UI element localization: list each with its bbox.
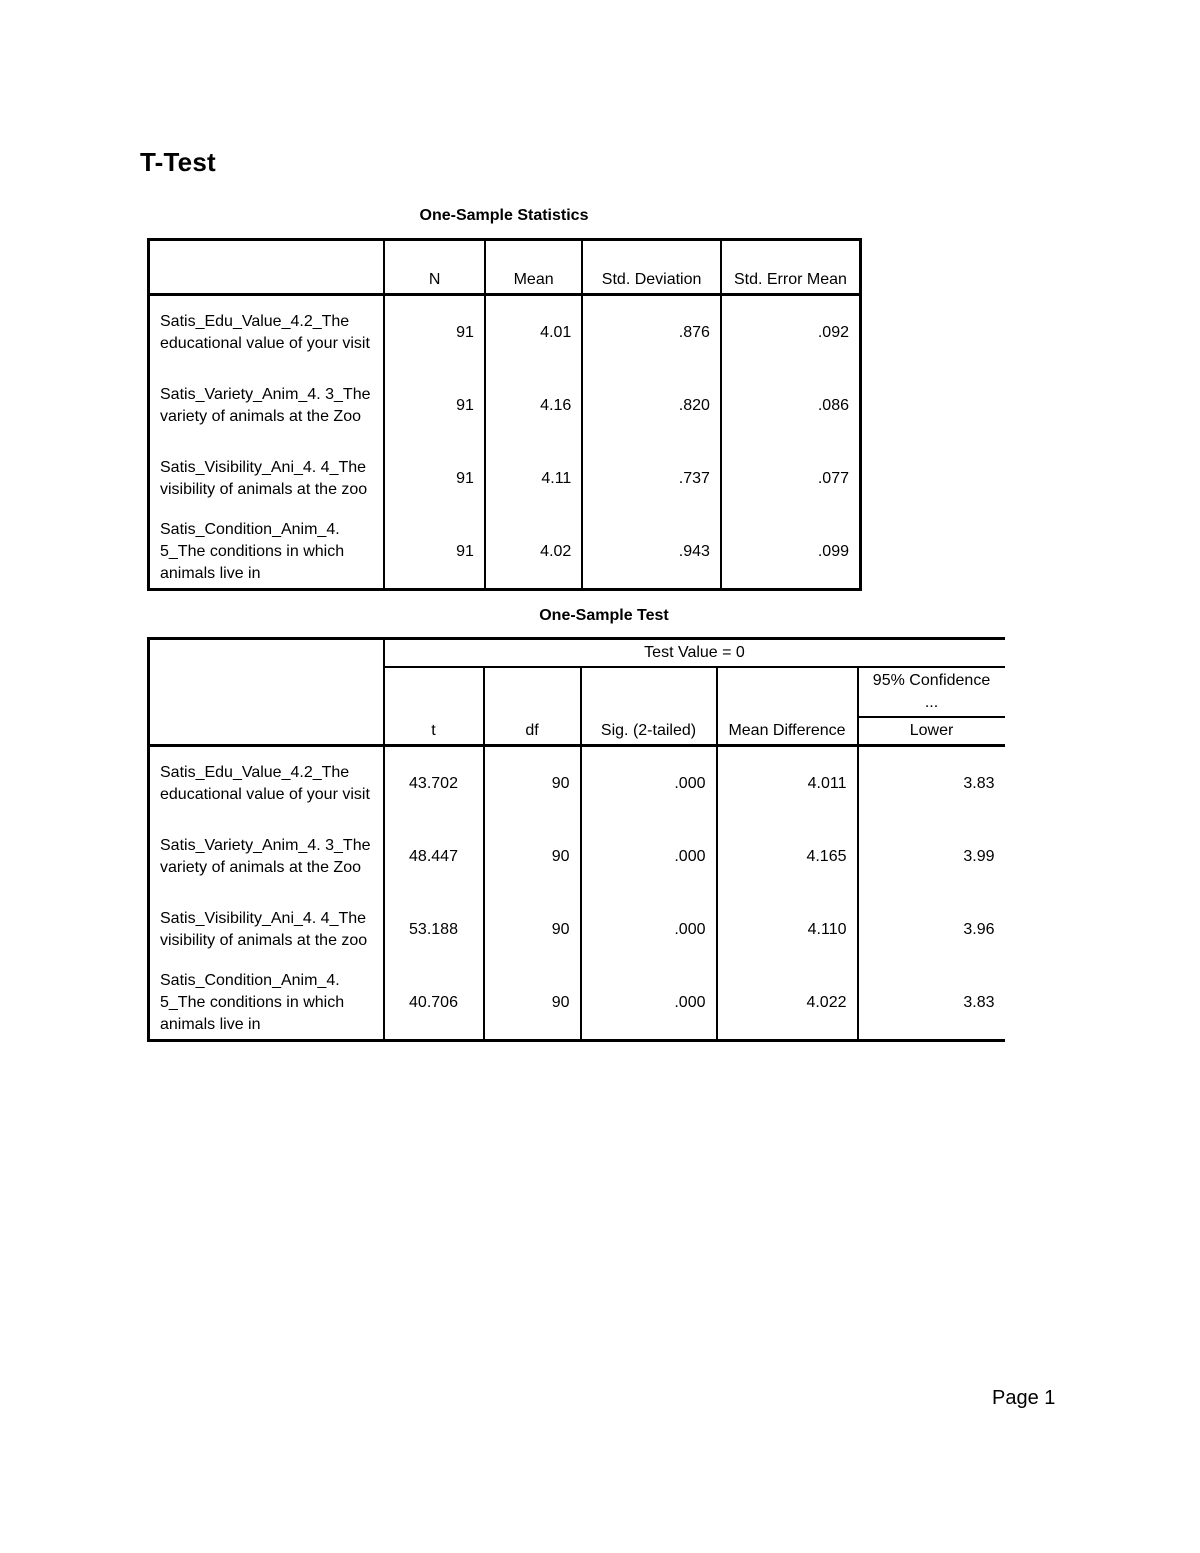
test-table-title: One-Sample Test — [539, 607, 669, 624]
header-cell-std-deviation: Std. Deviation — [582, 240, 721, 295]
header-cell-std-error-mean: Std. Error Mean — [721, 240, 861, 295]
cell-t: 43.702 — [384, 746, 484, 821]
row-label: Satis_Condition_Anim_4. 5_The conditions in which animals live in — [160, 520, 345, 582]
cell-df: 90 — [484, 966, 581, 1041]
cell-t: 48.447 — [384, 820, 484, 893]
table-row — [149, 746, 1005, 821]
one-sample-test-table — [147, 637, 1005, 1042]
cell-df: 90 — [484, 746, 581, 821]
header-cell-mean: Mean — [485, 240, 582, 295]
cell-std-error-mean: .092 — [721, 295, 861, 370]
header-cell-stub — [149, 639, 384, 746]
cell-mean-difference: 4.022 — [717, 966, 858, 1041]
cell-std-deviation: .943 — [582, 515, 721, 590]
table-row — [149, 442, 861, 515]
cell-lower: 3.99 — [858, 820, 1005, 893]
cell-t: 40.706 — [384, 966, 484, 1041]
cell-mean-difference: 4.011 — [717, 746, 858, 821]
test-value-header: Test Value = 0 — [384, 639, 1005, 668]
cell-std-deviation: .820 — [582, 369, 721, 442]
statistics-table-title: One-Sample Statistics — [419, 207, 589, 224]
test-value-row — [149, 639, 1005, 668]
cell-mean: 4.16 — [485, 369, 582, 442]
row-label: Satis_Condition_Anim_4. 5_The conditions in which animals live in — [160, 971, 345, 1033]
header-cell-t: t — [384, 667, 484, 746]
cell-sig: .000 — [581, 966, 717, 1041]
cell-sig: .000 — [581, 893, 717, 966]
header-cell-sig: Sig. (2-tailed) — [581, 667, 717, 746]
header-cell-stub — [149, 240, 385, 295]
cell-std-error-mean: .099 — [721, 515, 861, 590]
header-cell-df: df — [484, 667, 581, 746]
row-label: Satis_Variety_Anim_4. 3_The variety of animals at the Zoo — [160, 385, 371, 425]
cell-n: 91 — [384, 442, 484, 515]
table-row — [149, 295, 861, 370]
cell-n: 91 — [384, 295, 484, 370]
cell-mean: 4.02 — [485, 515, 582, 590]
row-label: Satis_Visibility_Ani_4. 4_The visibility of animals at the zoo — [160, 458, 368, 498]
cell-mean: 4.01 — [485, 295, 582, 370]
row-label: Satis_Visibility_Ani_4. 4_The visibility of animals at the zoo — [160, 909, 368, 949]
row-label: Satis_Variety_Anim_4. 3_The variety of animals at the Zoo — [160, 836, 371, 876]
cell-std-deviation: .876 — [582, 295, 721, 370]
table-row — [149, 369, 861, 442]
table-row — [149, 966, 1005, 1041]
cell-lower: 3.83 — [858, 966, 1005, 1041]
cell-std-deviation: .737 — [582, 442, 721, 515]
one-sample-statistics-table — [147, 238, 862, 591]
statistics-header-row — [149, 240, 861, 295]
cell-std-error-mean: .077 — [721, 442, 861, 515]
page-number: Page 1 — [992, 1387, 1056, 1409]
header-cell-lower: Lower — [858, 717, 1005, 746]
page-title: T-Test — [140, 147, 216, 177]
table-row — [149, 893, 1005, 966]
cell-n: 91 — [384, 369, 484, 442]
row-label: Satis_Edu_Value_4.2_The educational value of your visit — [160, 312, 370, 352]
row-label: Satis_Edu_Value_4.2_The educational value of your visit — [160, 763, 370, 803]
cell-df: 90 — [484, 893, 581, 966]
cell-df: 90 — [484, 820, 581, 893]
cell-mean-difference: 4.110 — [717, 893, 858, 966]
cell-n: 91 — [384, 515, 484, 590]
cell-lower: 3.96 — [858, 893, 1005, 966]
table-row — [149, 820, 1005, 893]
cell-sig: .000 — [581, 820, 717, 893]
cell-mean: 4.11 — [485, 442, 582, 515]
header-cell-mean-difference: Mean Difference — [717, 667, 858, 746]
header-cell-confidence-interval: 95% Confidence ... — [858, 667, 1005, 717]
table-row — [149, 515, 861, 590]
header-cell-n: N — [384, 240, 484, 295]
cell-lower: 3.83 — [858, 746, 1005, 821]
cell-t: 53.188 — [384, 893, 484, 966]
cell-mean-difference: 4.165 — [717, 820, 858, 893]
cell-sig: .000 — [581, 746, 717, 821]
cell-std-error-mean: .086 — [721, 369, 861, 442]
